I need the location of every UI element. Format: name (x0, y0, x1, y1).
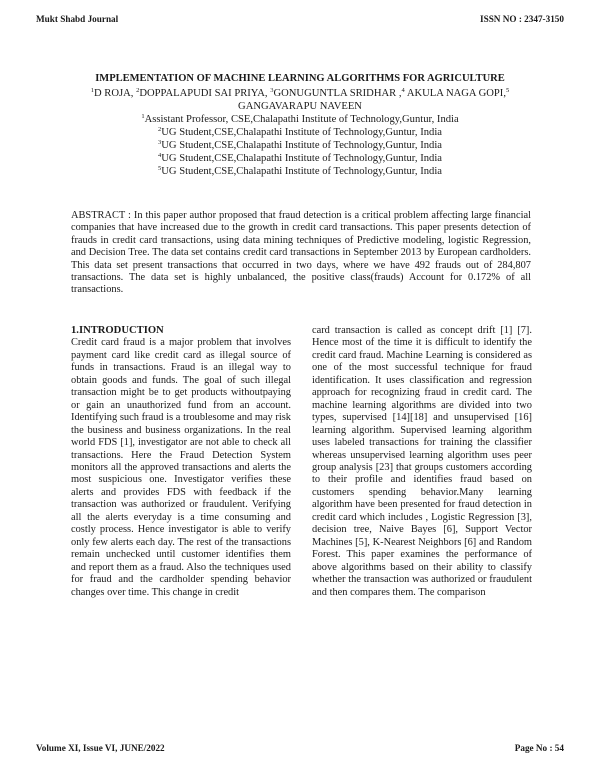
affiliation-text: UG Student,CSE,Chalapathi Institute of Technology,Guntur, India (161, 140, 442, 151)
affiliation-sup: 4 (158, 152, 162, 159)
paper-title: IMPLEMENTATION OF MACHINE LEARNING ALGORITHMS FOR AGRICULTURE (95, 73, 505, 84)
title-block (70, 73, 530, 178)
affiliation-sup: 2 (158, 126, 162, 133)
volume-info: Volume XI, Issue VI, JUNE/2022 (36, 743, 165, 753)
affiliation (70, 139, 530, 152)
affiliation (70, 126, 530, 139)
intro-text-right: card transaction is called as concept drift [1] [7]. Hence most of the time it is difficult to identify the credit card fraud. Machine Learning is considered as one of the most successful technique for fraud identification. It uses classification and regression approach for recognizing fraud in credit card. The machine learning algorithms are divided into two types, supervised [14][18] and unsupervised [16] learning algorithm. Supervised learning algorithm uses labeled transactions for training the classifier whereas unsupervised learning algorithm uses peer group analysis [23] that groups customers according to their profile and identifies fraud based on customers spending behavior.Many learning algorithm have been presented for fraud detection in credit card which includes , Logistic Regression [3], decision tree, Naive Bayes [6], Support Vector Machines [5], K-Nearest Neighbors [6] and Random Forest. This paper examines the performance of above algorithms based on their ability to classify whether the transaction was authorized or fraudulent and then compares them. The comparison (312, 325, 532, 598)
section-heading: 1.INTRODUCTION (71, 325, 164, 336)
affiliation-sup: 3 (158, 139, 162, 146)
author-name: GONUGUNTLA SRIDHAR , (273, 88, 402, 99)
author-name: D ROJA, (94, 88, 137, 99)
affiliation (70, 113, 530, 126)
author-sup: 1 (90, 87, 94, 94)
journal-name: Mukt Shabd Journal (36, 14, 119, 24)
page-number: Page No : 54 (514, 743, 564, 753)
affiliation-text: UG Student,CSE,Chalapathi Institute of Technology,Guntur, India (161, 127, 442, 138)
column-left (71, 325, 291, 599)
affiliation-text: UG Student,CSE,Chalapathi Institute of Technology,Guntur, India (161, 153, 442, 164)
affiliation-text: Assistant Professor, CSE,Chalapathi Institute of Technology,Guntur, India (144, 114, 459, 125)
affiliation (70, 152, 530, 165)
affiliation-text: UG Student,CSE,Chalapathi Institute of Technology,Guntur, India (161, 166, 442, 177)
affiliation-sup: 5 (158, 165, 162, 172)
column-right (312, 325, 532, 599)
author-name: GANGAVARAPU NAVEEN (238, 101, 362, 112)
author-name: DOPPALAPUDI SAI PRIYA, (139, 88, 271, 99)
affiliation-sup: 1 (141, 113, 145, 120)
issn: ISSN NO : 2347-3150 (480, 14, 564, 24)
author-sup: 5 (506, 87, 510, 94)
author-sup: 2 (136, 87, 140, 94)
author-sup: 4 (401, 87, 405, 94)
author-list (70, 87, 530, 113)
abstract: ABSTRACT : In this paper author proposed that fraud detection is a critical problem affecting large financial companies that have increased due to the growth in credit card transactions. This paper presents detection of frauds in credit card transactions, using data mining techniques of Predictive modeling, logistic Regression, and Decision Tree. The data set contains credit card transactions in September 2013 by European cardholders. This data set present transactions that occurred in two days, where we have 492 frauds out of 284,807 transactions. The data set is highly unbalanced, the positive class(frauds) Account for 0.172% of all transactions. (71, 210, 531, 296)
intro-text-left: Credit card fraud is a major problem that involves payment card like credit card as illegal source of funds in transactions. Fraud is an illegal way to obtain goods and funds. The goal of such illegal transaction might be to get products withoutpaying or gain an unauthorized fund from an account. Identifying such fraud is a troublesome and may risk the business and business organizations. In the real world FDS [1], investigator are not able to check all transactions. Here the Fraud Detection System monitors all the approved transactions and alerts the most suspicious one. Investigator verifies these alerts and provides FDS with feedback if the transaction was authorized or fraudulent. Verifying all the alerts everyday is a time consuming and costly process. Hence investigator is able to verify only few alerts each day. The rest of the transactions remain unchecked until customer identifies them and report them as a fraud. Also the techniques used for fraud and the cardholder spending behavior changes over time. This change in credit (71, 337, 291, 598)
author-name: AKULA NAGA GOPI, (404, 88, 506, 99)
affiliation (70, 165, 530, 178)
author-sup: 3 (270, 87, 274, 94)
